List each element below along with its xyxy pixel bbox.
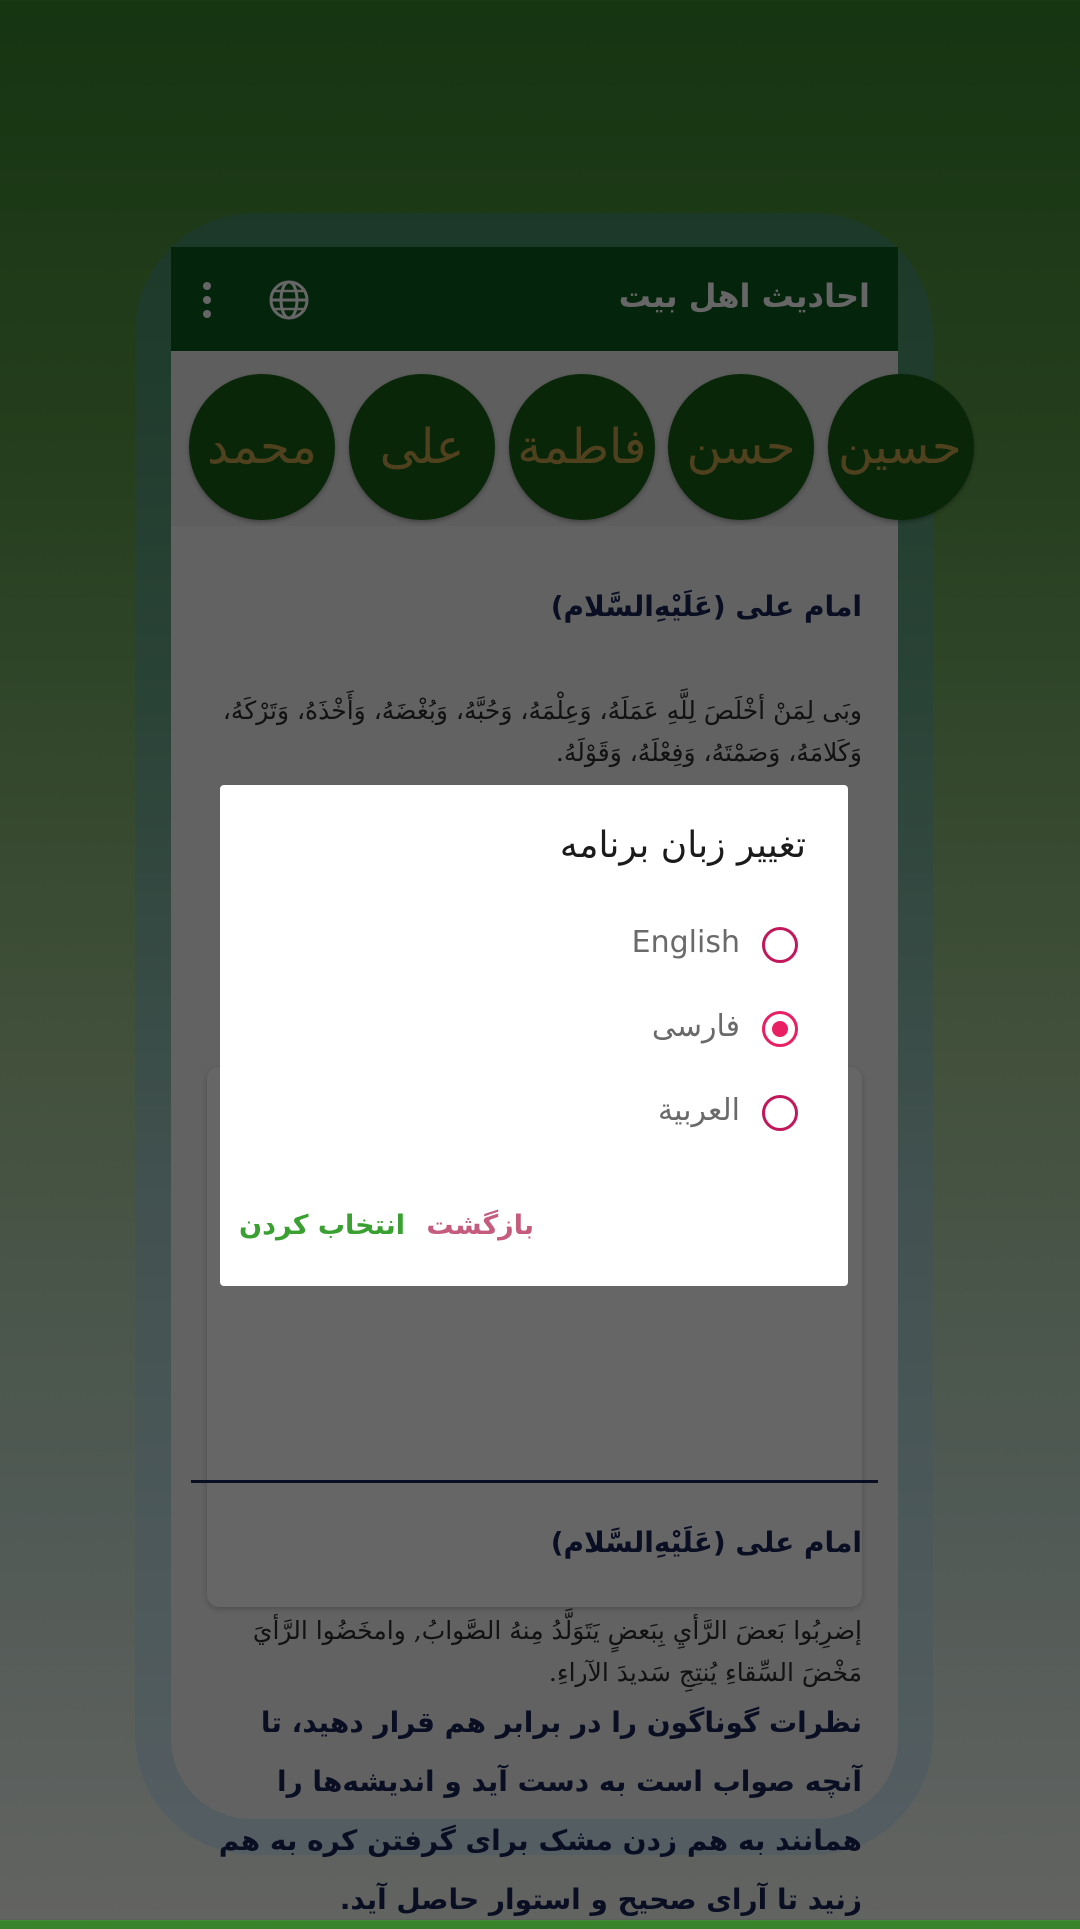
language-option-english[interactable] — [398, 925, 798, 965]
language-label: فارسی — [651, 1009, 740, 1044]
radio-button-checked[interactable] — [762, 1011, 798, 1047]
radio-button[interactable] — [762, 927, 798, 963]
radio-dot — [772, 1021, 788, 1037]
language-label: English — [631, 925, 740, 960]
dialog-title: تغییر زبان برنامه — [559, 825, 806, 866]
language-label: العربية — [658, 1093, 740, 1128]
select-button[interactable]: انتخاب کردن — [239, 1210, 405, 1241]
radio-button[interactable] — [762, 1095, 798, 1131]
language-option-arabic[interactable] — [398, 1093, 798, 1133]
language-option-farsi[interactable] — [398, 1009, 798, 1049]
language-dialog — [220, 785, 848, 1286]
back-button[interactable]: بازگشت — [426, 1210, 534, 1241]
